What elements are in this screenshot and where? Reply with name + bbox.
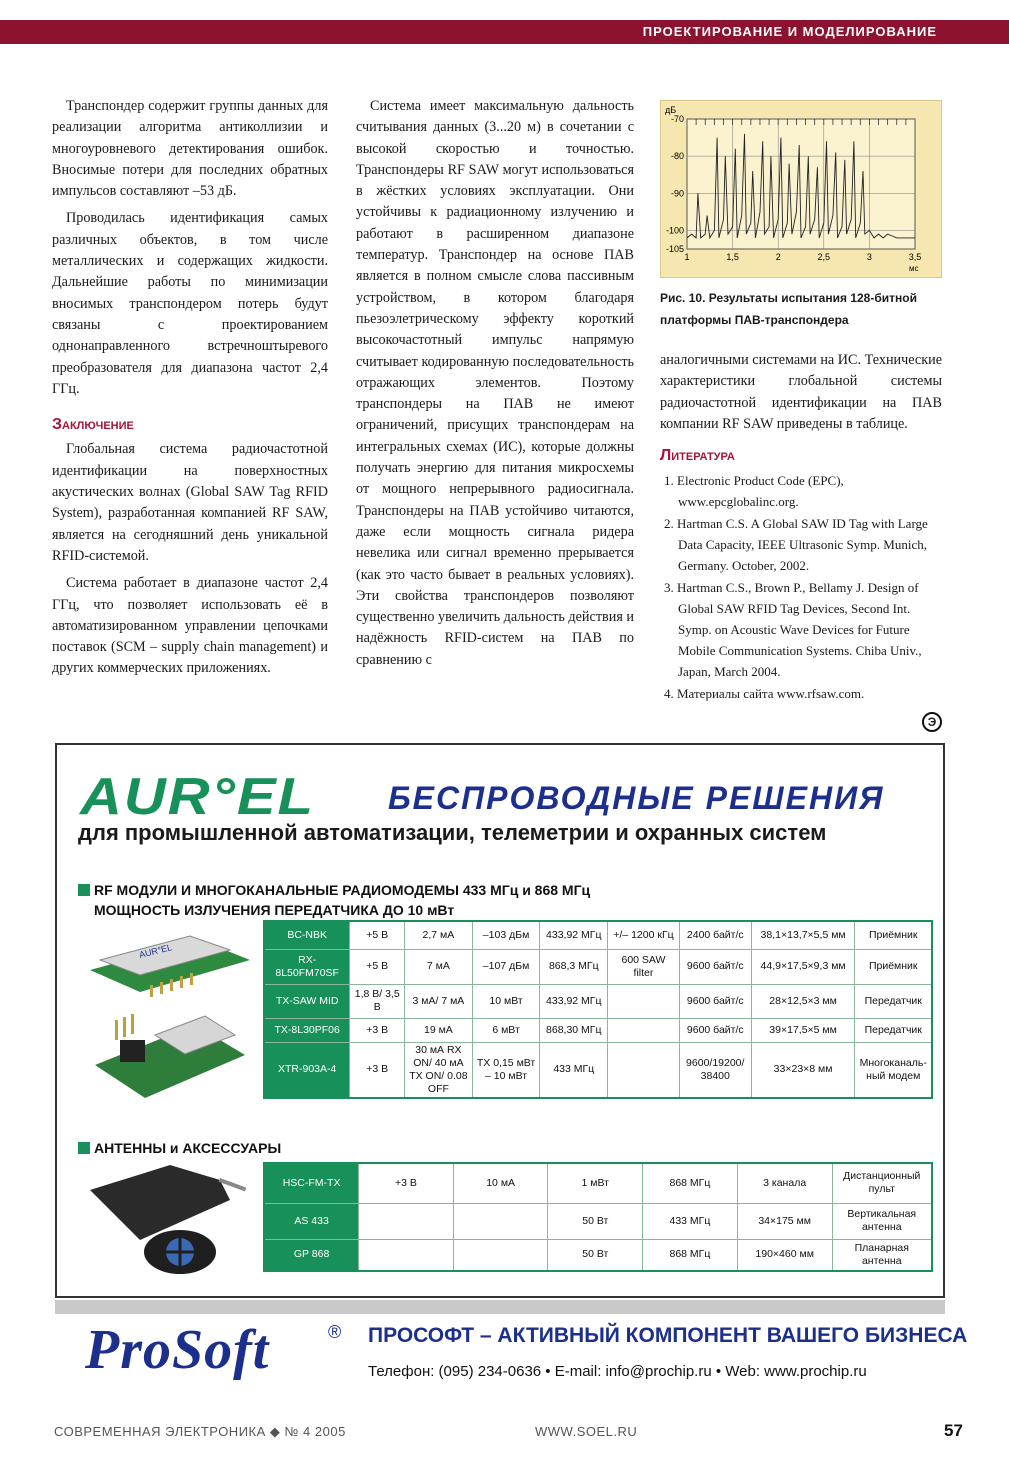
article-column-2 bbox=[356, 96, 634, 677]
model-cell: GP 868 bbox=[264, 1239, 359, 1271]
table-cell: 9600/19200/ 38400 bbox=[679, 1042, 751, 1098]
reference-item: 3. Hartman C.S., Brown P., Bellamy J. Design of Global SAW RFID Tag Devices, Second Int. Symp. on Acoustic Wave Devices for Future Mobile Communication Systems. Chiba Univ., Japan, March 2004. bbox=[664, 580, 922, 680]
reference-item: 1. Electronic Product Code (EPC), www.epcglobalinc.org. bbox=[664, 473, 844, 510]
table-cell: 433 МГц bbox=[643, 1203, 738, 1239]
table-cell: 2,7 мА bbox=[405, 921, 473, 949]
prosoft-slogan: ПРОСОФТ – АКТИВНЫЙ КОМПОНЕНТ ВАШЕГО БИЗНЕСА bbox=[368, 1324, 968, 1347]
table-cell bbox=[453, 1239, 548, 1271]
table-cell: Передатчик bbox=[855, 984, 932, 1018]
table-cell bbox=[608, 1018, 680, 1042]
page-number: 57 bbox=[944, 1421, 963, 1440]
table-cell: Вертикальная антенна bbox=[832, 1203, 932, 1239]
section-title: ПРОЕКТИРОВАНИЕ И МОДЕЛИРОВАНИЕ bbox=[642, 24, 937, 39]
x-tick-label: 2,5 bbox=[817, 252, 831, 262]
table-cell: 190×460 мм bbox=[737, 1239, 832, 1271]
y-tick-label: -80 bbox=[670, 151, 684, 162]
reference-item: 4. Материалы сайта www.rfsaw.com. bbox=[664, 686, 865, 702]
aurel-logo: AUR°EL bbox=[80, 767, 315, 826]
prosoft-logo: ProSoft bbox=[85, 1319, 270, 1381]
table-cell: 433,92 МГц bbox=[540, 921, 608, 949]
table-row bbox=[264, 1163, 932, 1203]
table-cell: 433,92 МГц bbox=[540, 984, 608, 1018]
table-cell: TX 0,15 мВт – 10 мВт bbox=[472, 1042, 540, 1098]
table-cell: –103 дБм bbox=[472, 921, 540, 949]
table-cell: 38,1×13,7×5,5 мм bbox=[751, 921, 855, 949]
table-row bbox=[264, 949, 932, 984]
prosoft-contacts: Телефон: (095) 234-0636 • E-mail: info@prochip.ru • Web: www.prochip.ru bbox=[368, 1363, 867, 1380]
table-cell bbox=[608, 1042, 680, 1098]
table-cell: 3 канала bbox=[737, 1163, 832, 1203]
table-cell: 2400 байт/с bbox=[679, 921, 751, 949]
y-tick-label: -90 bbox=[670, 188, 684, 199]
journal-footer: СОВРЕМЕННАЯ ЭЛЕКТРОНИКА ◆ № 4 2005 bbox=[54, 1424, 346, 1439]
x-tick-label: 1 bbox=[684, 252, 690, 262]
model-cell: RX-8L50FM70SF bbox=[264, 949, 350, 984]
table-cell: 34×175 мм bbox=[737, 1203, 832, 1239]
table-cell: 600 SAW filter bbox=[608, 949, 680, 984]
table-cell: 28×12,5×3 мм bbox=[751, 984, 855, 1018]
table-cell: 868,3 МГц bbox=[540, 949, 608, 984]
table-cell: +3 В bbox=[350, 1042, 405, 1098]
table-cell: 9600 байт/с bbox=[679, 949, 751, 984]
table-cell: 868,30 МГц bbox=[540, 1018, 608, 1042]
antenna-remote-image bbox=[70, 1160, 255, 1280]
rf-module-image bbox=[80, 930, 255, 1000]
table-row bbox=[264, 1018, 932, 1042]
rf-modules-heading: RF МОДУЛИ И МНОГОКАНАЛЬНЫЕ РАДИОМОДЕМЫ 433 МГц и 868 МГц МОЩНОСТЬ ИЗЛУЧЕНИЯ ПЕРЕДАТЧИКА ДО 10 мВт bbox=[78, 880, 590, 920]
x-tick-label: 3 bbox=[866, 252, 872, 262]
table-cell: +5 В bbox=[350, 921, 405, 949]
reference-item: 2. Hartman C.S. A Global SAW ID Tag with Large Data Capacity, IEEE Ultrasonic Symp. Munich, Germany. October, 2002. bbox=[664, 516, 928, 574]
table-cell bbox=[359, 1203, 454, 1239]
table-cell: 868 МГц bbox=[643, 1239, 738, 1271]
antennas-table bbox=[263, 1162, 933, 1272]
table-cell: Передатчик bbox=[855, 1018, 932, 1042]
ad-title: БЕСПРОВОДНЫЕ РЕШЕНИЯ bbox=[388, 780, 885, 816]
table-cell: 1,8 В/ 3,5 В bbox=[350, 984, 405, 1018]
model-cell: TX-SAW MID bbox=[264, 984, 350, 1018]
y-tick-label: -105 bbox=[665, 244, 684, 254]
table-cell bbox=[359, 1239, 454, 1271]
table-cell: 7 мА bbox=[405, 949, 473, 984]
paragraph: Система имеет максимальную дальность считывания данных (3...20 м) в сочетании с высокой скоростью и точностью. Транспондеры RF SAW могут использоваться в жёстких условиях эксплуатации. Они устойчивы к радиационному излучению и работают в расширенном диапазоне температур. Транспондер на основе ПАВ является в полном смысле слова пассивным устройством, в котором благодаря пьезоэлетрическому эффекту короткий высокочастотный импульс напрямую считывает кодированную последовательность отражающих элементов. Поэтому транспондеры на ПАВ не имеют ограничений, присущих транспондерам на интегральных схемах (ИС), которые должны получать энергию для питания микросхемы от мощного непрерывного радиосигнала. Транспондеры на ПАВ устойчиво читаются, даже если мощность сигнала ридера невелика или сигнал временно прерывается (как это часто бывает в реальных условиях). Эти свойства транспондеров позволяют существенно увеличить дальность действия и надёжность RFID-систем на ПАВ по сравнению с bbox=[356, 98, 634, 668]
table-cell: 1 мВт bbox=[548, 1163, 643, 1203]
model-cell: XTR-903A-4 bbox=[264, 1042, 350, 1098]
table-cell: +5 В bbox=[350, 949, 405, 984]
section-heading-conclusion: Заключение bbox=[52, 416, 134, 434]
paragraph: Проводилась идентификация самых различных объектов, в том числе металлических и содержащих жидкости. Дальнейшие работы по минимизации вносимых транспондером потерь будут связаны с проектированием однонаправленного встречноштыревого преобразователя для диапазона частот 2,4 ГГц. bbox=[52, 210, 328, 397]
table-cell: Дистанционный пульт bbox=[832, 1163, 932, 1203]
section-header-bar bbox=[0, 20, 1009, 44]
paragraph: аналогичными системами на ИС. Технические характеристики глобальной системы радиочастотной идентификации на ПАВ компании RF SAW приведены в таблице. bbox=[660, 352, 942, 432]
table-cell: 39×17,5×5 мм bbox=[751, 1018, 855, 1042]
table-cell: 10 мВт bbox=[472, 984, 540, 1018]
svg-text:AUR°EL: AUR°EL bbox=[138, 942, 174, 960]
paragraph: Глобальная система радиочастотной идентификации на поверхностных акустических волнах (Global SAW Tag RFID System), разработанная компанией RF SAW, является на сегодняшний день уникальной RFID-системой. bbox=[52, 441, 328, 564]
table-row bbox=[264, 921, 932, 949]
chart-svg bbox=[661, 101, 943, 279]
table-row bbox=[264, 1239, 932, 1271]
table-cell: 10 мА bbox=[453, 1163, 548, 1203]
rf-modules-table bbox=[263, 920, 933, 1099]
table-cell: +3 В bbox=[350, 1018, 405, 1042]
table-cell: +3 В bbox=[359, 1163, 454, 1203]
x-tick-label: 3,5 bbox=[908, 252, 922, 262]
section-heading-literature: Литература bbox=[660, 447, 735, 465]
table-cell: 868 МГц bbox=[643, 1163, 738, 1203]
model-cell: AS 433 bbox=[264, 1203, 359, 1239]
reference-list bbox=[660, 470, 942, 704]
table-cell: 50 Вт bbox=[548, 1239, 643, 1271]
table-row bbox=[264, 1203, 932, 1239]
website-footer: WWW.SOEL.RU bbox=[535, 1424, 638, 1439]
article-column-1 bbox=[52, 96, 328, 686]
model-cell: BC-NBK bbox=[264, 921, 350, 949]
paragraph: Система работает в диапазоне частот 2,4 ГГц, что позволяет использовать её в автоматизированном управлении цепочками поставок (SCM – supply chain management) и других коммерческих приложениях. bbox=[52, 575, 328, 677]
y-tick-label: -70 bbox=[670, 114, 684, 124]
table-cell bbox=[608, 984, 680, 1018]
table-cell: Приёмник bbox=[855, 921, 932, 949]
table-cell: 50 Вт bbox=[548, 1203, 643, 1239]
paragraph: Транспондер содержит группы данных для реализации алгоритма антиколлизии и многоуровневого детектирования ошибок. Вносимые потери для последних обратных импульсов составляют –53 дБ. bbox=[52, 98, 328, 200]
article-end-mark: Э bbox=[922, 712, 942, 732]
table-row bbox=[264, 1042, 932, 1098]
prosoft-divider bbox=[55, 1300, 945, 1314]
green-square-icon bbox=[78, 884, 90, 896]
table-cell: 6 мВт bbox=[472, 1018, 540, 1042]
y-axis-label: дБ bbox=[665, 105, 677, 115]
radiomodem-image bbox=[85, 1010, 255, 1100]
table-cell bbox=[453, 1203, 548, 1239]
table-cell: +/– 1200 кГц bbox=[608, 921, 680, 949]
x-tick-label: 1,5 bbox=[726, 252, 739, 262]
x-axis-label: мс bbox=[909, 264, 919, 273]
ad-subtitle: для промышленной автоматизации, телеметрии и охранных систем bbox=[78, 820, 827, 845]
figure-chart bbox=[660, 100, 942, 278]
model-cell: TX-8L30PF06 bbox=[264, 1018, 350, 1042]
table-cell: 19 мА bbox=[405, 1018, 473, 1042]
y-tick-label: -100 bbox=[665, 225, 684, 236]
table-cell: 433 МГц bbox=[540, 1042, 608, 1098]
table-row bbox=[264, 984, 932, 1018]
table-cell: 44,9×17,5×9,3 мм bbox=[751, 949, 855, 984]
table-cell: –107 дБм bbox=[472, 949, 540, 984]
figure-caption: Рис. 10. Результаты испытания 128-битной платформы ПАВ-транспондера bbox=[660, 291, 917, 327]
table-cell: Планарная антенна bbox=[832, 1239, 932, 1271]
x-tick-label: 2 bbox=[775, 252, 781, 262]
table-cell: 30 мА RX ON/ 40 мА TX ON/ 0.08 OFF bbox=[405, 1042, 473, 1098]
table-cell: 9600 байт/с bbox=[679, 1018, 751, 1042]
table-cell: 3 мА/ 7 мА bbox=[405, 984, 473, 1018]
article-column-3 bbox=[660, 350, 942, 705]
model-cell: HSC-FM-TX bbox=[264, 1163, 359, 1203]
table-cell: Приёмник bbox=[855, 949, 932, 984]
antennas-heading: АНТЕННЫ и АКСЕССУАРЫ bbox=[78, 1138, 281, 1158]
registered-mark: ® bbox=[328, 1322, 342, 1342]
green-square-icon bbox=[78, 1142, 90, 1154]
table-cell: Многоканаль-ный модем bbox=[855, 1042, 932, 1098]
table-cell: 9600 байт/с bbox=[679, 984, 751, 1018]
table-cell: 33×23×8 мм bbox=[751, 1042, 855, 1098]
